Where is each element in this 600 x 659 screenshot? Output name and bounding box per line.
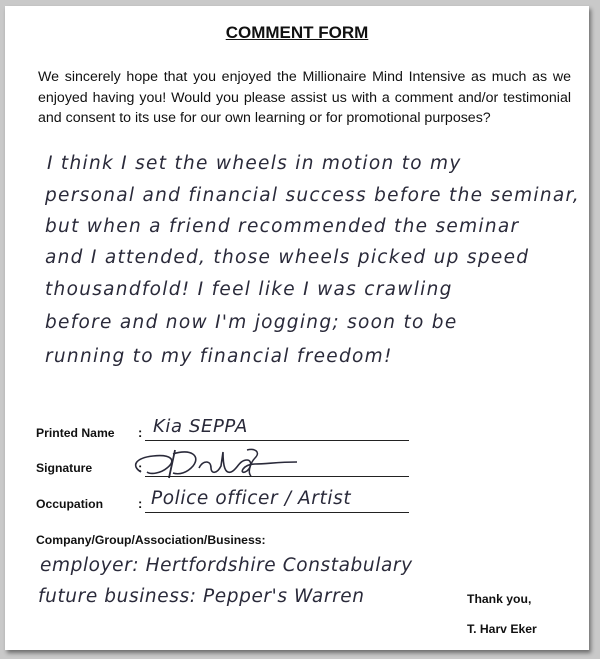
signature-scribble: [127, 442, 327, 486]
comment-line: thousandfold! I feel like I was crawling: [45, 279, 453, 300]
signature-label: Signature: [36, 461, 93, 475]
comment-line: I think I set the wheels in motion to my: [47, 153, 462, 174]
company-line: employer: Hertfordshire Constabulary: [40, 555, 413, 576]
thank-you-text: Thank you,: [467, 592, 532, 606]
form-intro-text: We sincerely hope that you enjoyed the Millionaire Mind Intensive as much as we enjoyed having you! Would you please assist us with a comment and/or testimonial and consent to its use for our own learning or for promotional purposes?: [38, 69, 571, 126]
printed-name-label: Printed Name: [36, 426, 115, 440]
occupation-colon: :: [138, 496, 143, 511]
occupation-label: Occupation: [36, 497, 104, 511]
comment-line: before and now I'm jogging; soon to be: [45, 312, 458, 333]
signature-colon: :: [138, 460, 143, 475]
signer-name: T. Harv Eker: [467, 622, 537, 636]
occupation-value: Police officer / Artist: [151, 488, 352, 509]
printed-name-line: [145, 440, 409, 441]
printed-name-value: Kia SEPPA: [153, 416, 248, 437]
company-line: future business: Pepper's Warren: [38, 586, 365, 607]
signature-line: [145, 476, 409, 477]
company-label: Company/Group/Association/Business:: [36, 533, 266, 547]
comment-line: personal and financial success before the seminar,: [45, 185, 580, 206]
comment-line: running to my financial freedom!: [45, 346, 393, 367]
comment-form-sheet: [5, 6, 589, 650]
comment-line: and I attended, those wheels picked up speed: [45, 247, 530, 268]
printed-name-colon: :: [138, 425, 143, 440]
form-title: COMMENT FORM: [225, 23, 369, 42]
occupation-line: [145, 512, 409, 513]
comment-line: but when a friend recommended the seminar: [45, 216, 520, 237]
